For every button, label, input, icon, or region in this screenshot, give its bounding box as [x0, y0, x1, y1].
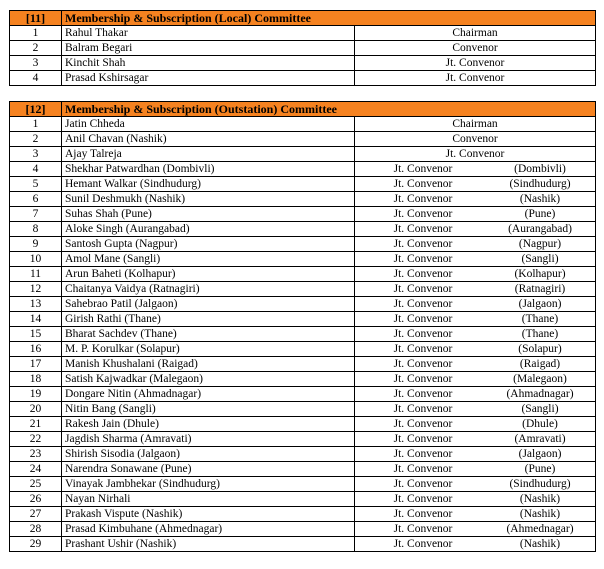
table-row [10, 312, 596, 327]
table-row [10, 417, 596, 432]
member-location: (Ahmednagar) [506, 523, 574, 535]
table-row [10, 522, 596, 537]
member-serial: 17 [10, 357, 62, 372]
member-serial: 10 [10, 252, 62, 267]
table-row [10, 342, 596, 357]
member-role-cell [355, 117, 596, 132]
member-role: Jt. Convenor [393, 253, 453, 265]
member-role: Jt. Convenor [393, 313, 453, 325]
member-location: (Jalgaon) [518, 298, 562, 310]
member-name: Shekhar Patwardhan (Dombivli) [62, 162, 355, 177]
member-role: Jt. Convenor [393, 523, 453, 535]
member-serial: 16 [10, 342, 62, 357]
table-row [10, 537, 596, 552]
member-serial: 18 [10, 372, 62, 387]
member-location: (Nashik) [519, 538, 561, 550]
table-row [10, 192, 596, 207]
member-name: Jatin Chheda [62, 117, 355, 132]
table-row [10, 177, 596, 192]
member-role-cell [355, 207, 596, 222]
member-role: Convenor [452, 42, 498, 54]
member-serial: 8 [10, 222, 62, 237]
member-role: Jt. Convenor [393, 238, 453, 250]
member-location: (Nashik) [519, 508, 561, 520]
member-role: Jt. Convenor [445, 148, 505, 160]
member-name: Kinchit Shah [62, 56, 355, 71]
member-role-cell [355, 252, 596, 267]
member-location: (Thane) [521, 313, 559, 325]
committee-title: Membership & Subscription (Local) Committee [62, 11, 596, 26]
member-name: Narendra Sonawane (Pune) [62, 462, 355, 477]
member-serial: 24 [10, 462, 62, 477]
table-row [10, 462, 596, 477]
member-role-cell [355, 372, 596, 387]
member-role: Jt. Convenor [393, 478, 453, 490]
member-role-cell [355, 132, 596, 147]
member-role: Jt. Convenor [393, 163, 453, 175]
table-row [10, 327, 596, 342]
member-location: (Kolhapur) [514, 268, 566, 280]
member-location: (Solapur) [518, 343, 562, 355]
member-name: Satish Kajwadkar (Malegaon) [62, 372, 355, 387]
member-role: Jt. Convenor [393, 388, 453, 400]
member-role: Jt. Convenor [393, 418, 453, 430]
member-name: Sunil Deshmukh (Nashik) [62, 192, 355, 207]
member-name: Hemant Walkar (Sindhudurg) [62, 177, 355, 192]
committee-header-row [10, 102, 596, 117]
member-name: Prasad Kshirsagar [62, 71, 355, 86]
member-role: Jt. Convenor [393, 343, 453, 355]
member-role: Jt. Convenor [393, 193, 453, 205]
member-role-cell [355, 71, 596, 86]
member-serial: 7 [10, 207, 62, 222]
member-role: Chairman [452, 118, 498, 130]
committee-table-outstation [9, 101, 596, 552]
committee-header-row [10, 11, 596, 26]
member-role-cell [355, 462, 596, 477]
member-location: (Pune) [524, 208, 556, 220]
member-location: (Ratnagiri) [514, 283, 566, 295]
member-location: (Thane) [521, 328, 559, 340]
member-role-cell [355, 357, 596, 372]
committee-title: Membership & Subscription (Outstation) Committee [62, 102, 596, 117]
member-name: Santosh Gupta (Nagpur) [62, 237, 355, 252]
member-role-cell [355, 177, 596, 192]
member-serial: 4 [10, 71, 62, 86]
table-row [10, 147, 596, 162]
member-location: (Nashik) [519, 193, 561, 205]
member-location: (Amravati) [514, 433, 566, 445]
member-role: Jt. Convenor [393, 268, 453, 280]
table-row [10, 447, 596, 462]
committee-table-local [9, 10, 596, 86]
member-location: (Nashik) [519, 493, 561, 505]
member-role: Jt. Convenor [393, 508, 453, 520]
member-location: (Nagpur) [518, 238, 562, 250]
member-role-cell [355, 537, 596, 552]
member-name: Girish Rathi (Thane) [62, 312, 355, 327]
member-role-cell [355, 162, 596, 177]
member-name: Nayan Nirhali [62, 492, 355, 507]
member-serial: 23 [10, 447, 62, 462]
member-serial: 6 [10, 192, 62, 207]
member-role: Jt. Convenor [393, 373, 453, 385]
committee-number: [11] [10, 11, 62, 26]
member-location: (Sangli) [521, 253, 559, 265]
member-role: Jt. Convenor [393, 448, 453, 460]
member-role-cell [355, 327, 596, 342]
member-location: (Jalgaon) [518, 448, 562, 460]
table-row [10, 357, 596, 372]
member-name: Balram Begari [62, 41, 355, 56]
member-serial: 4 [10, 162, 62, 177]
member-name: Shirish Sisodia (Jalgaon) [62, 447, 355, 462]
member-role: Jt. Convenor [445, 57, 505, 69]
member-name: Ajay Talreja [62, 147, 355, 162]
table-row [10, 207, 596, 222]
member-serial: 15 [10, 327, 62, 342]
committee-number: [12] [10, 102, 62, 117]
table-row [10, 26, 596, 41]
member-role-cell [355, 26, 596, 41]
table-row [10, 237, 596, 252]
member-role-cell [355, 267, 596, 282]
member-serial: 5 [10, 177, 62, 192]
member-name: Prakash Vispute (Nashik) [62, 507, 355, 522]
member-serial: 27 [10, 507, 62, 522]
member-name: Arun Baheti (Kolhapur) [62, 267, 355, 282]
table-row [10, 252, 596, 267]
member-serial: 2 [10, 41, 62, 56]
member-role-cell [355, 447, 596, 462]
member-name: Prasad Kimbuhane (Ahmednagar) [62, 522, 355, 537]
member-location: (Sangli) [521, 403, 559, 415]
table-row [10, 477, 596, 492]
member-role: Jt. Convenor [393, 403, 453, 415]
table-row [10, 222, 596, 237]
member-location: (Pune) [524, 463, 556, 475]
member-serial: 20 [10, 402, 62, 417]
member-role: Jt. Convenor [393, 208, 453, 220]
member-role-cell [355, 237, 596, 252]
member-role: Jt. Convenor [393, 433, 453, 445]
member-location: (Dhule) [522, 418, 558, 430]
member-serial: 3 [10, 56, 62, 71]
member-name: Bharat Sachdev (Thane) [62, 327, 355, 342]
member-location: (Dombivli) [514, 163, 566, 175]
member-role: Chairman [452, 27, 498, 39]
table-row [10, 282, 596, 297]
member-serial: 13 [10, 297, 62, 312]
member-name: Chaitanya Vaidya (Ratnagiri) [62, 282, 355, 297]
member-role-cell [355, 507, 596, 522]
member-name: Amol Mane (Sangli) [62, 252, 355, 267]
member-serial: 2 [10, 132, 62, 147]
member-serial: 28 [10, 522, 62, 537]
member-role-cell [355, 342, 596, 357]
member-role-cell [355, 432, 596, 447]
member-role-cell [355, 192, 596, 207]
member-location: (Aurangabad) [508, 223, 572, 235]
member-serial: 19 [10, 387, 62, 402]
member-name: Anil Chavan (Nashik) [62, 132, 355, 147]
member-role-cell [355, 297, 596, 312]
member-serial: 21 [10, 417, 62, 432]
member-serial: 9 [10, 237, 62, 252]
member-name: Rahul Thakar [62, 26, 355, 41]
member-name: Aloke Singh (Aurangabad) [62, 222, 355, 237]
member-name: Jagdish Sharma (Amravati) [62, 432, 355, 447]
member-role: Jt. Convenor [393, 178, 453, 190]
member-role: Jt. Convenor [393, 358, 453, 370]
member-serial: 11 [10, 267, 62, 282]
table-row [10, 507, 596, 522]
table-row [10, 402, 596, 417]
member-role: Jt. Convenor [393, 298, 453, 310]
member-serial: 1 [10, 117, 62, 132]
member-role-cell [355, 402, 596, 417]
member-role: Jt. Convenor [393, 493, 453, 505]
member-role: Jt. Convenor [393, 538, 453, 550]
table-row [10, 297, 596, 312]
member-location: (Raigad) [519, 358, 561, 370]
member-name: Rakesh Jain (Dhule) [62, 417, 355, 432]
member-role: Jt. Convenor [393, 463, 453, 475]
member-serial: 14 [10, 312, 62, 327]
member-role-cell [355, 387, 596, 402]
table-row [10, 56, 596, 71]
member-name: Sahebrao Patil (Jalgaon) [62, 297, 355, 312]
member-serial: 29 [10, 537, 62, 552]
member-role-cell [355, 147, 596, 162]
table-row [10, 372, 596, 387]
table-row [10, 162, 596, 177]
member-serial: 25 [10, 477, 62, 492]
member-role-cell [355, 522, 596, 537]
member-serial: 12 [10, 282, 62, 297]
member-role-cell [355, 56, 596, 71]
table-row [10, 117, 596, 132]
member-serial: 1 [10, 26, 62, 41]
member-role-cell [355, 41, 596, 56]
member-name: Manish Khushalani (Raigad) [62, 357, 355, 372]
member-role-cell [355, 477, 596, 492]
member-location: (Malegaon) [513, 373, 567, 385]
member-role: Jt. Convenor [393, 223, 453, 235]
member-location: (Ahmadnagar) [506, 388, 574, 400]
table-row [10, 71, 596, 86]
table-row [10, 387, 596, 402]
member-serial: 3 [10, 147, 62, 162]
table-row [10, 432, 596, 447]
table-row [10, 492, 596, 507]
member-role: Jt. Convenor [393, 283, 453, 295]
member-name: M. P. Korulkar (Solapur) [62, 342, 355, 357]
member-location: (Sindhudurg) [509, 478, 571, 490]
member-name: Nitin Bang (Sangli) [62, 402, 355, 417]
member-serial: 26 [10, 492, 62, 507]
member-serial: 22 [10, 432, 62, 447]
table-row [10, 267, 596, 282]
member-name: Prashant Ushir (Nashik) [62, 537, 355, 552]
member-name: Vinayak Jambhekar (Sindhudurg) [62, 477, 355, 492]
member-name: Dongare Nitin (Ahmadnagar) [62, 387, 355, 402]
member-name: Suhas Shah (Pune) [62, 207, 355, 222]
member-role: Jt. Convenor [393, 328, 453, 340]
member-role-cell [355, 222, 596, 237]
member-location: (Sindhudurg) [509, 178, 571, 190]
member-role-cell [355, 492, 596, 507]
table-row [10, 132, 596, 147]
member-role: Convenor [452, 133, 498, 145]
member-role-cell [355, 417, 596, 432]
table-row [10, 41, 596, 56]
member-role: Jt. Convenor [445, 72, 505, 84]
member-role-cell [355, 312, 596, 327]
member-role-cell [355, 282, 596, 297]
